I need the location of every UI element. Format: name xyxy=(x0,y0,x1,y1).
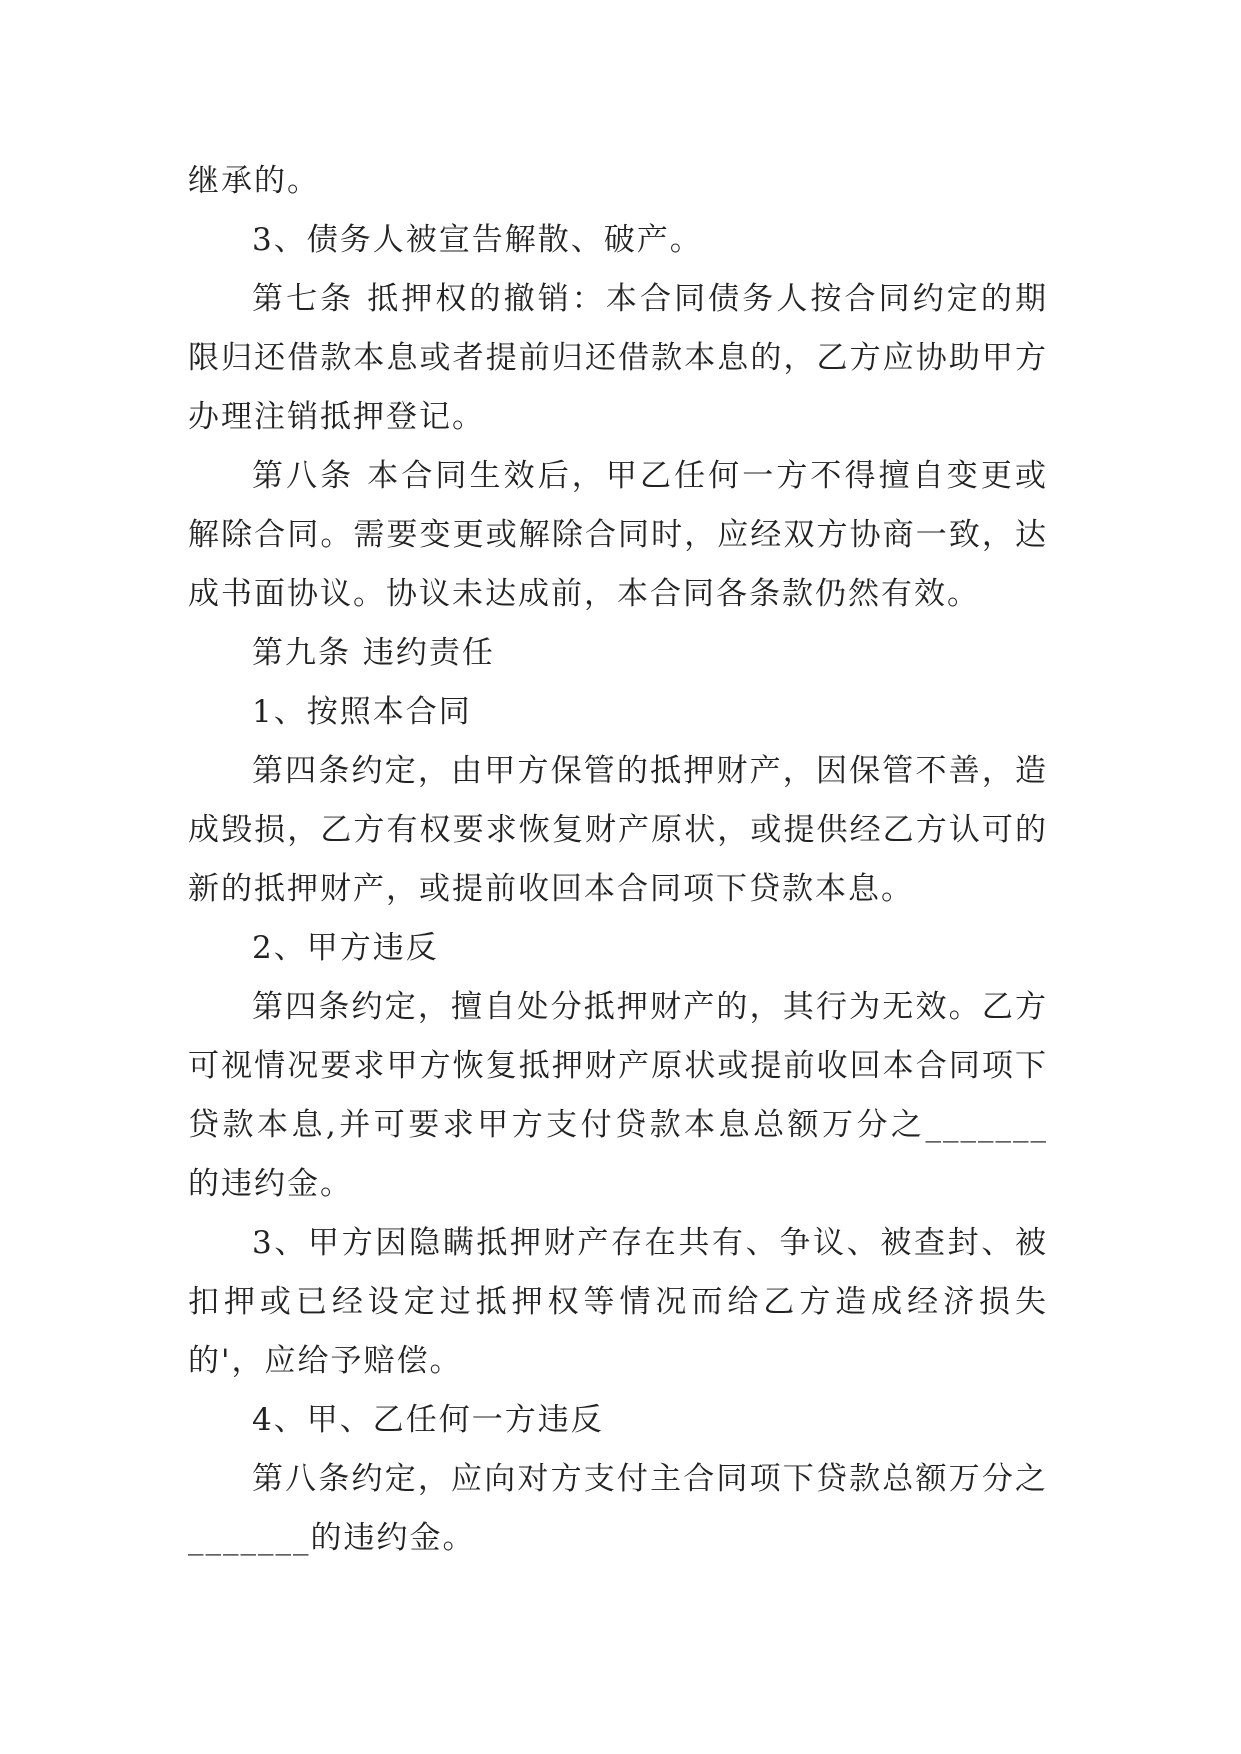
paragraph-article-7: 第七条 抵押权的撤销：本合同债务人按合同约定的期限归还借款本息或者提前归还借款本息的，乙方应协助甲方办理注销抵押登记。 xyxy=(188,281,1048,435)
paragraph-article-8: 第八条 本合同生效后，甲乙任何一方不得擅自变更或解除合同。需要变更或解除合同时，应经双方协商一致，达成书面协议。协议未达成前，本合同各条款仍然有效。 xyxy=(188,458,1048,612)
paragraph-continuation: 继承的。 xyxy=(188,163,320,199)
paragraph-article-9-item-2-body: 第四条约定，擅自处分抵押财产的，其行为无效。乙方可视情况要求甲方恢复抵押财产原状或提前收回本合同项下贷款本息,并可要求甲方支付贷款本息总额万分之_______的违约金。 xyxy=(188,989,1048,1202)
paragraph-article-9-item-1: 1、按照本合同 xyxy=(252,694,472,730)
document-body xyxy=(188,152,1048,1568)
paragraph-clause-6-item-3: 3、债务人被宣告解散、破产。 xyxy=(252,222,703,258)
paragraph-article-9-item-2: 2、甲方违反 xyxy=(252,930,439,966)
paragraph-article-9-item-1-body: 第四条约定，由甲方保管的抵押财产，因保管不善，造成毁损，乙方有权要求恢复财产原状，或提供经乙方认可的新的抵押财产，或提前收回本合同项下贷款本息。 xyxy=(188,753,1048,907)
paragraph-article-9-item-4: 4、甲、乙任何一方违反 xyxy=(252,1402,604,1438)
paragraph-article-9-item-3: 3、甲方因隐瞒抵押财产存在共有、争议、被查封、被扣押或已经设定过抵押权等情况而给乙方造成经济损失的'，应给予赔偿。 xyxy=(188,1225,1048,1379)
paragraph-article-9-item-4-body: 第八条约定，应向对方支付主合同项下贷款总额万分之_______的违约金。 xyxy=(188,1461,1048,1556)
paragraph-article-9-heading: 第九条 违约责任 xyxy=(252,635,495,671)
